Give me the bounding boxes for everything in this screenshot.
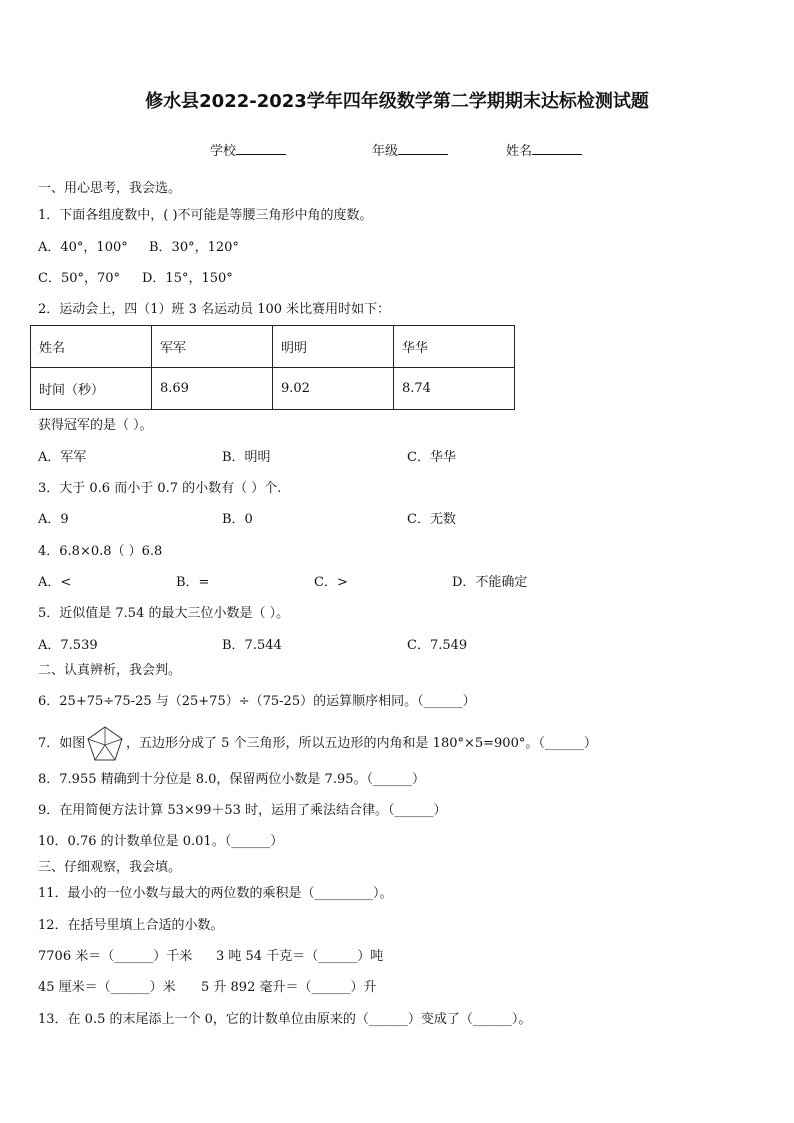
grade-blank[interactable] [398,142,448,155]
table-cell: 明明 [273,326,394,368]
table-cell: 军军 [152,326,273,368]
name-label: 姓名 [506,144,533,159]
q2-option-a: A．军军 [38,450,87,465]
question-7-prefix: 7．如图 [38,736,86,751]
q1-option-c: C．50°，70° [38,271,121,286]
q4-option-a: A．< [38,575,72,590]
q5-option-b: B．7.544 [222,638,282,653]
school-blank[interactable] [236,142,286,155]
q12-item-a: 7706 米＝（______）千米 [38,949,193,964]
school-label: 学校 [210,144,237,159]
q12-item-d: 5 升 892 毫升＝（______）升 [201,980,377,995]
question-9: 9．在用简便方法计算 53×99＋53 时，运用了乘法结合律。（______） [38,803,447,818]
table-cell: 8.74 [394,368,515,410]
q1-option-b: B．30°，120° [149,240,239,255]
question-11: 11．最小的一位小数与最大的两位数的乘积是（_________）。 [38,886,393,901]
table-cell: 8.69 [152,368,273,410]
q1-option-d: D．15°，150° [142,271,233,286]
question-3: 3．大于 0.6 而小于 0.7 的小数有（ ）个. [38,481,282,496]
question-12: 12．在括号里填上合适的小数。 [38,918,224,933]
question-4: 4．6.8×0.8（ ）6.8 [38,544,163,559]
q12-item-b: 3 吨 54 千克＝（______）吨 [216,949,384,964]
name-blank[interactable] [532,142,582,155]
section-3-heading: 三、仔细观察，我会填。 [38,860,182,875]
q2-question: 获得冠军的是（ ）。 [38,418,153,433]
q5-option-a: A．7.539 [38,638,98,653]
q3-option-a: A．9 [38,512,69,527]
q4-option-b: B．= [176,575,210,590]
q3-option-b: B．0 [222,512,253,527]
question-6: 6．25+75÷75-25 与（25+75）÷（75-25）的运算顺序相同。（______） [38,694,476,709]
race-time-table [30,325,515,410]
table-cell: 姓名 [31,326,152,368]
q3-option-c: C．无数 [407,512,456,527]
table-cell: 华华 [394,326,515,368]
question-5: 5．近似值是 7.54 的最大三位小数是（ ）。 [38,606,290,621]
question-2: 2．运动会上，四（1）班 3 名运动员 100 米比赛用时如下： [38,302,391,317]
section-1-heading: 一、用心思考，我会选。 [38,181,182,196]
table-row [31,368,515,410]
table-cell: 时间（秒） [31,368,152,410]
q2-option-c: C．华华 [407,450,456,465]
grade-field [372,142,448,160]
question-8: 8．7.955 精确到十分位是 8.0，保留两位小数是 7.95。（______） [38,772,426,787]
question-10: 10．0.76 的计数单位是 0.01。（______） [38,834,284,849]
q4-option-d: D．不能确定 [452,575,528,590]
q4-option-c: C．> [314,575,348,590]
q2-option-b: B．明明 [222,450,271,465]
q1-option-a: A．40°，100° [38,240,128,255]
school-field [210,142,286,160]
q12-item-c: 45 厘米＝（______）米 [38,980,176,995]
question-7-text: ，五边形分成了 5 个三角形，所以五边形的内角和是 180°×5=900°。（______） [126,736,597,751]
name-field [506,142,582,160]
question-13: 13．在 0.5 的末尾添上一个 0，它的计数单位由原来的（______）变成了（______）。 [38,1012,532,1027]
table-cell: 9.02 [273,368,394,410]
question-1: 1．下面各组度数中，( )不可能是等腰三角形中角的度数。 [38,208,373,223]
grade-label: 年级 [372,144,399,159]
q5-option-c: C．7.549 [407,638,468,653]
pentagon-figure [86,725,124,763]
table-row [31,326,515,368]
page-title: 修水县2022-2023学年四年级数学第二学期期末达标检测试题 [145,91,649,112]
section-2-heading: 二、认真辨析，我会判。 [38,663,182,678]
